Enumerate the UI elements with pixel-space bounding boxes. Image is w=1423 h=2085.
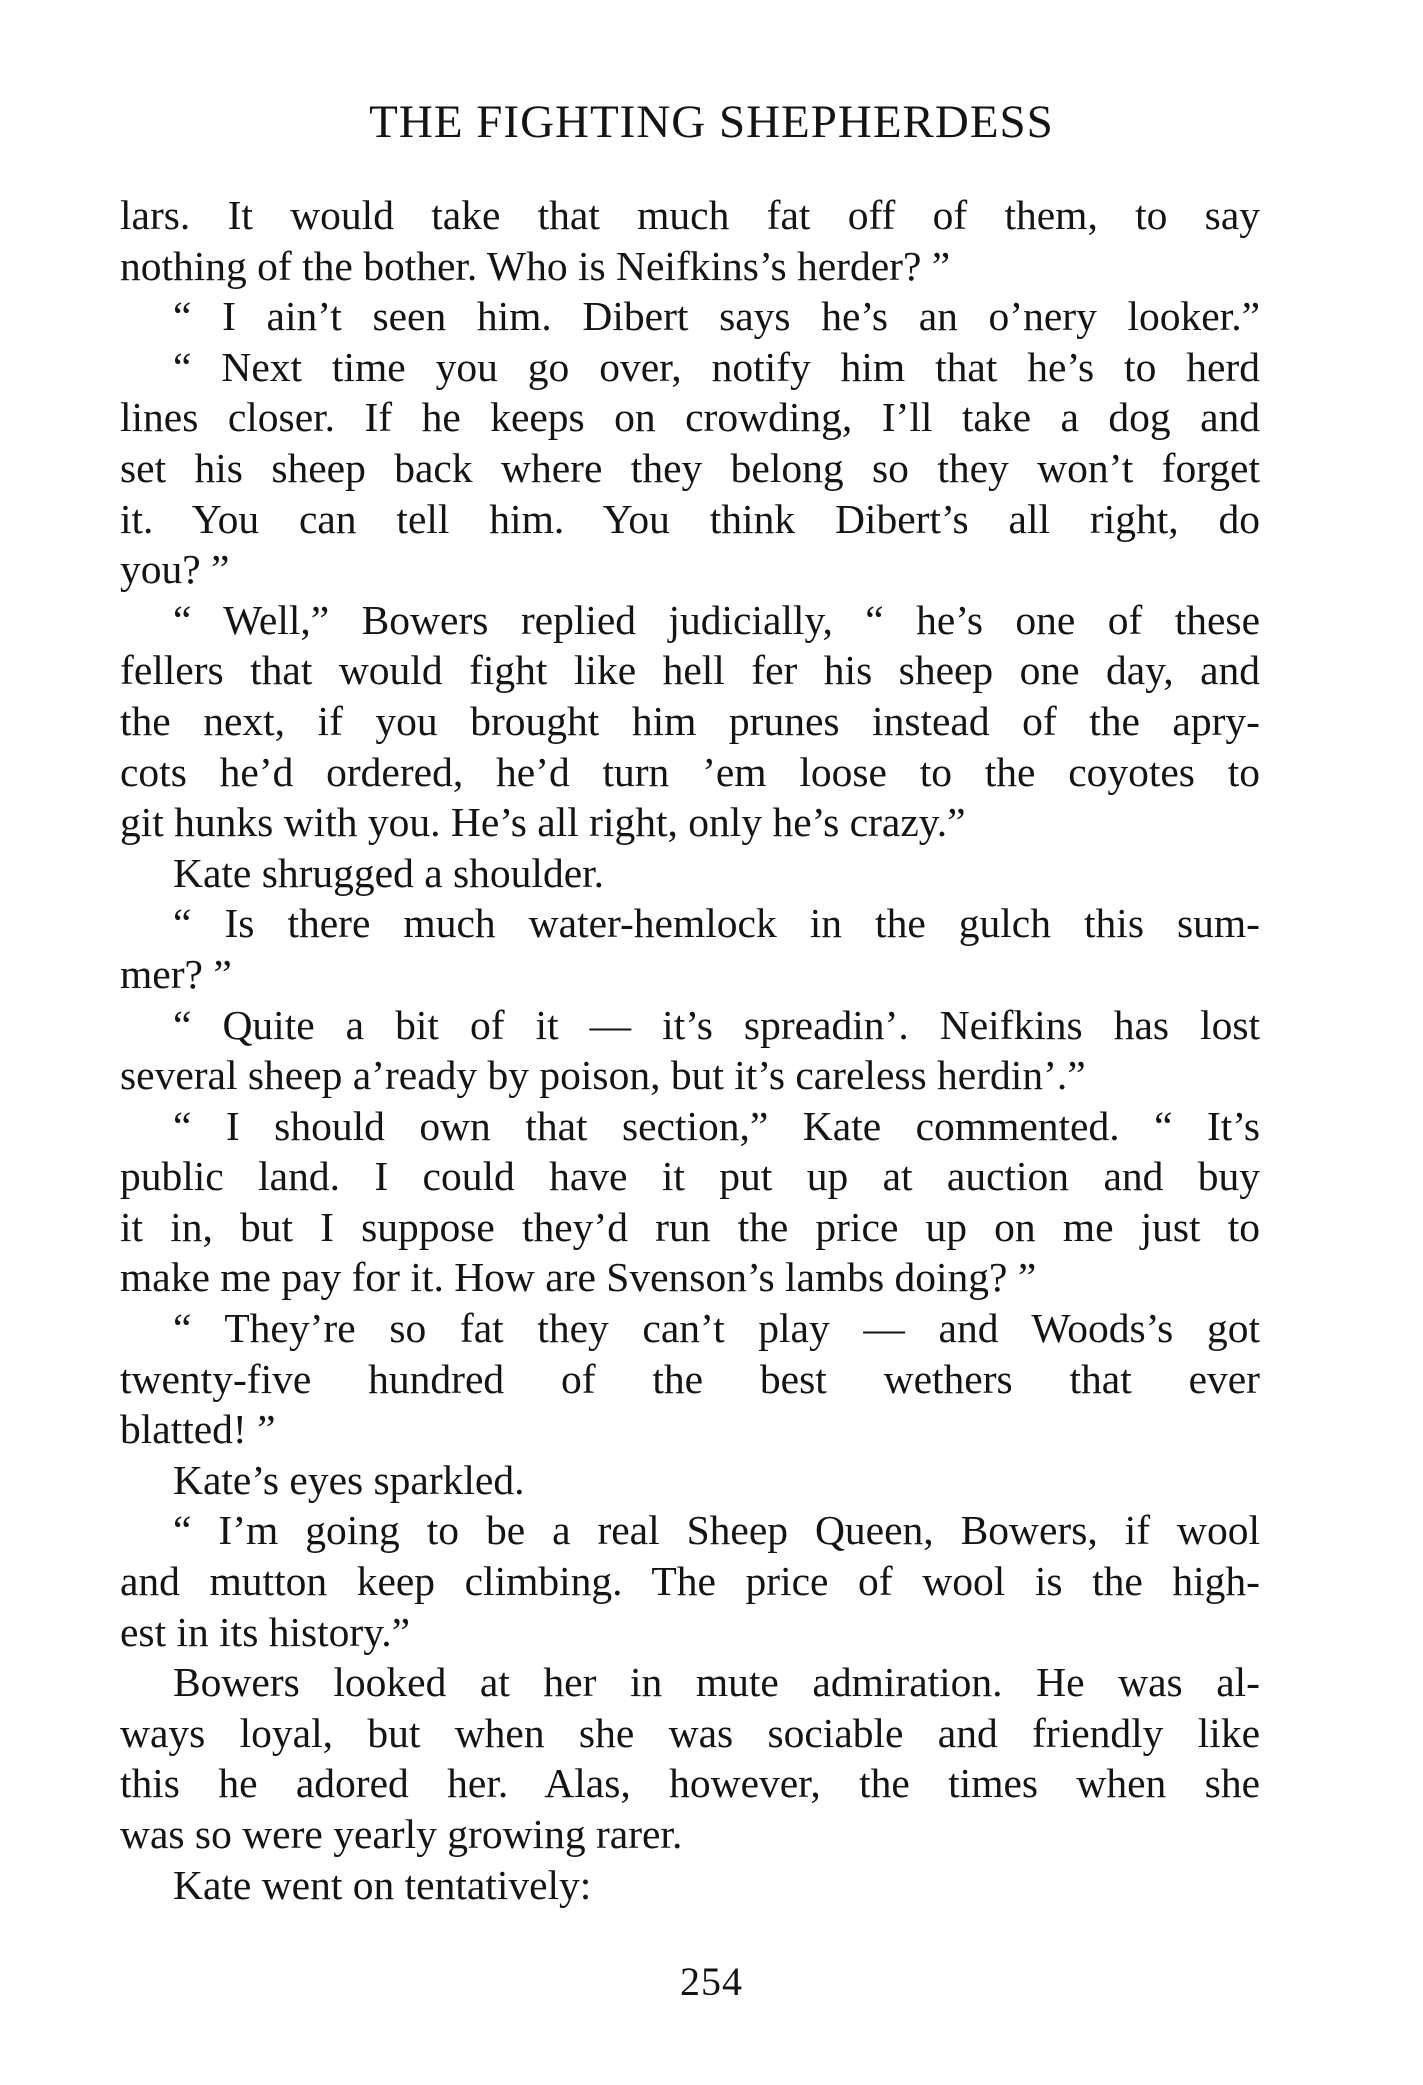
- running-head: THE FIGHTING SHEPHERDESS: [369, 96, 1054, 148]
- text-line: mer? ”: [120, 950, 232, 997]
- text-line: twenty-five hundred of the best wethers that ever: [120, 1355, 1260, 1402]
- text-line: and mutton keep climbing. The price of wool is the high-: [120, 1558, 1260, 1605]
- text-line: git hunks with you. He’s all right, only he’s crazy.”: [120, 799, 966, 846]
- text-line: public land. I could have it put up at auction and buy: [120, 1153, 1260, 1200]
- text-line: the next, if you brought him prunes instead of the apry-: [120, 697, 1260, 744]
- text-line: fellers that would fight like hell fer his sheep one day, and: [120, 647, 1260, 694]
- text-line: nothing of the bother. Who is Neifkins’s herder? ”: [120, 242, 951, 289]
- text-line: “ Quite a bit of it — it’s spreadin’. Neifkins has lost: [173, 1001, 1260, 1048]
- text-line: Kate shrugged a shoulder.: [173, 849, 605, 896]
- text-line: you? ”: [120, 546, 230, 593]
- page-number: 254: [680, 1959, 743, 2004]
- text-line: several sheep a’ready by poison, but it’s careless herdin’.”: [120, 1052, 1086, 1099]
- text-line: it in, but I suppose they’d run the price up on me just to: [120, 1203, 1260, 1250]
- text-line: “ I ain’t seen him. Dibert says he’s an o’nery looker.”: [173, 293, 1260, 340]
- body-text: [120, 190, 1260, 1910]
- text-line: “ Next time you go over, notify him that he’s to herd: [173, 343, 1260, 390]
- text-line: it. You can tell him. You think Dibert’s all right, do: [120, 495, 1260, 542]
- text-line: “ I should own that section,” Kate commented. “ It’s: [173, 1102, 1260, 1149]
- text-line: “ Is there much water-hemlock in the gulch this sum-: [173, 900, 1260, 947]
- text-line: blatted! ”: [120, 1406, 276, 1453]
- text-line: “ I’m going to be a real Sheep Queen, Bowers, if wool: [173, 1507, 1260, 1554]
- text-line: set his sheep back where they belong so they won’t forget: [120, 444, 1260, 491]
- text-line: ways loyal, but when she was sociable and friendly like: [120, 1709, 1260, 1756]
- text-line: make me pay for it. How are Svenson’s lambs doing? ”: [120, 1254, 1037, 1301]
- text-line: Kate’s eyes sparkled.: [173, 1456, 525, 1503]
- text-line: Kate went on tentatively:: [173, 1861, 592, 1908]
- text-line: cots he’d ordered, he’d turn ’em loose to the coyotes to: [120, 748, 1260, 795]
- text-line: lars. It would take that much fat off of them, to say: [120, 192, 1260, 238]
- text-line: this he adored her. Alas, however, the times when she: [120, 1760, 1260, 1807]
- text-line: was so were yearly growing rarer.: [120, 1811, 683, 1857]
- text-line: “ They’re so fat they can’t play — and Woods’s got: [173, 1305, 1260, 1352]
- text-line: est in its history.”: [120, 1608, 411, 1655]
- text-line: “ Well,” Bowers replied judicially, “ he’s one of these: [173, 596, 1260, 643]
- text-line: lines closer. If he keeps on crowding, I’ll take a dog and: [120, 394, 1260, 441]
- text-line: Bowers looked at her in mute admiration. He was al-: [173, 1659, 1260, 1706]
